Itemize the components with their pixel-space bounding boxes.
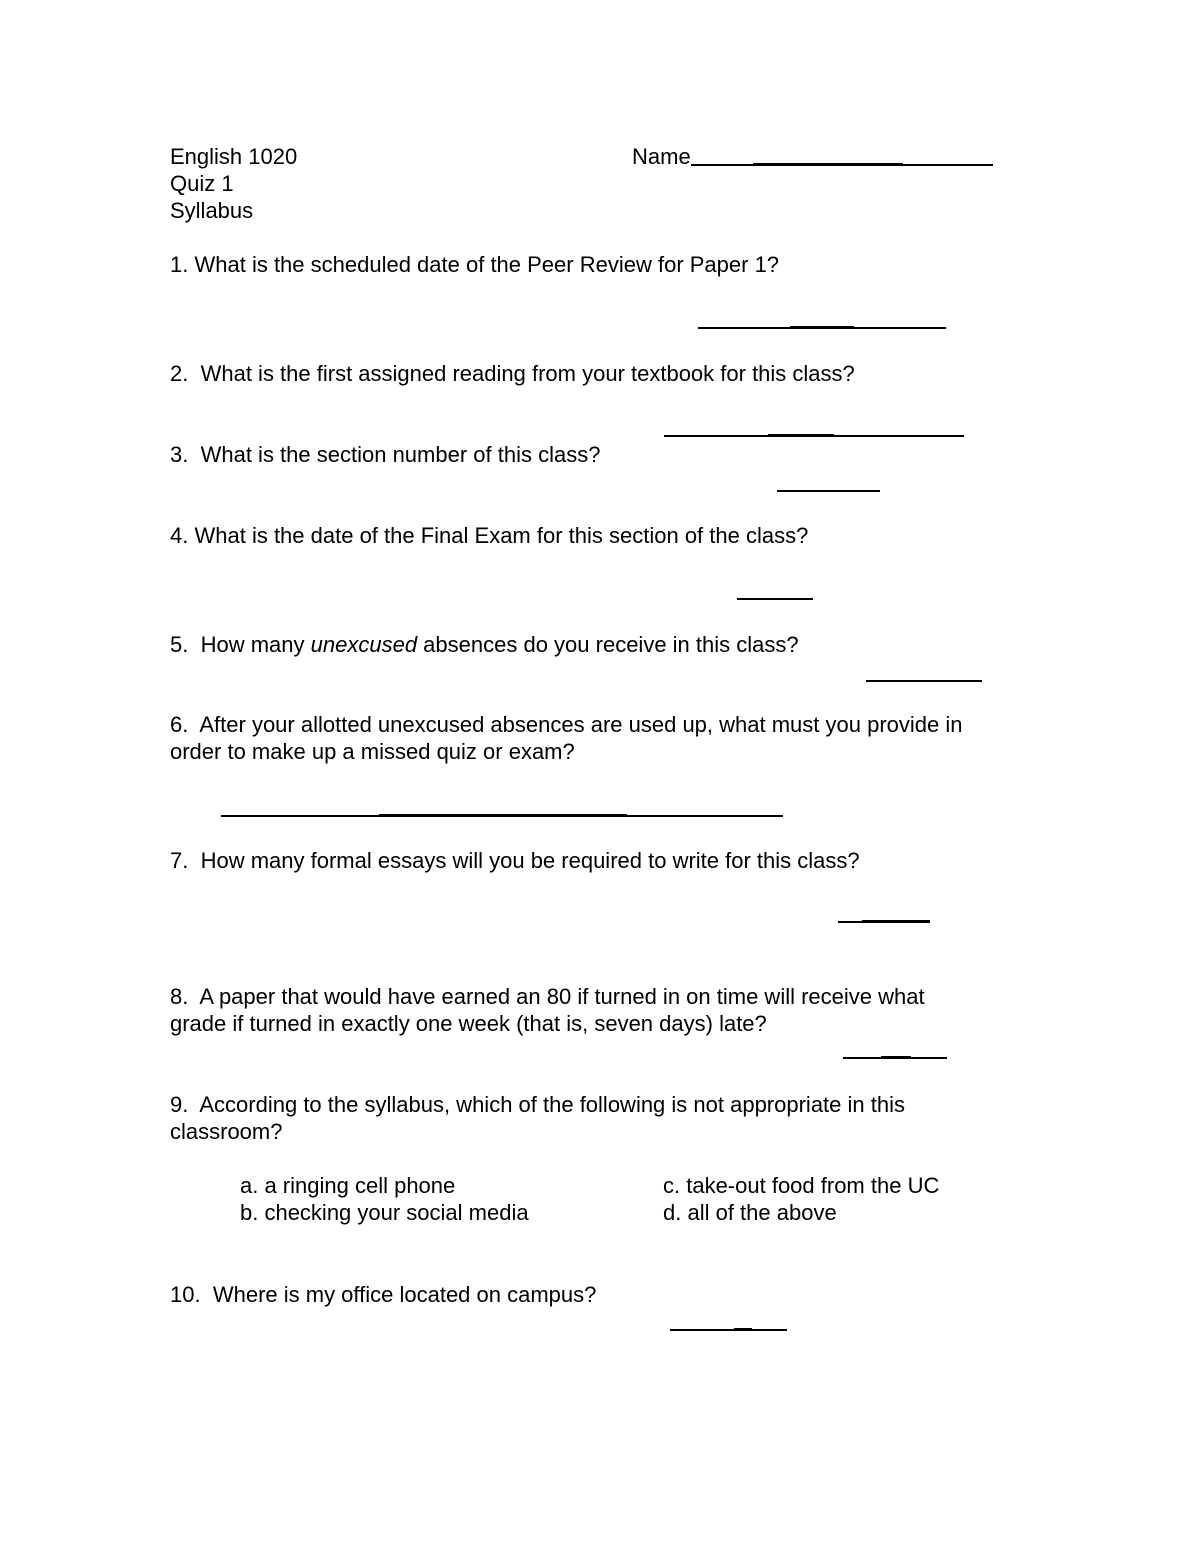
answer-blank-8[interactable] bbox=[843, 1057, 947, 1059]
question-7 bbox=[170, 847, 860, 874]
question-8-line-1 bbox=[170, 983, 925, 1010]
question-9-line-2: classroom? bbox=[170, 1119, 283, 1144]
question-number: 8. bbox=[170, 984, 189, 1009]
question-text: What is the scheduled date of the Peer Review for Paper 1? bbox=[194, 252, 780, 277]
name-label: Name bbox=[632, 144, 691, 169]
answer-blank-6[interactable] bbox=[221, 815, 783, 817]
question-number: 3. bbox=[170, 442, 189, 467]
question-text: How many formal essays will you be required to write for this class? bbox=[200, 848, 860, 873]
answer-blank-10[interactable] bbox=[670, 1329, 787, 1331]
question-number: 1. bbox=[170, 252, 189, 277]
question-text: After your allotted unexcused absences are used up, what must you provide in bbox=[199, 712, 963, 737]
quiz-topic: Syllabus bbox=[170, 198, 254, 223]
question-text: What is the date of the Final Exam for this section of the class? bbox=[194, 523, 809, 548]
name-blank[interactable] bbox=[691, 164, 993, 166]
question-text: Where is my office located on campus? bbox=[212, 1282, 597, 1307]
question-text: What is the first assigned reading from your textbook for this class? bbox=[200, 361, 855, 386]
option-c: c. take-out food from the UC bbox=[663, 1173, 940, 1198]
question-text: What is the section number of this class? bbox=[200, 442, 601, 467]
question-text: A paper that would have earned an 80 if turned in on time will receive what bbox=[199, 984, 925, 1009]
question-text: According to the syllabus, which of the following is not appropriate in this bbox=[199, 1092, 905, 1117]
option-b: b. checking your social media bbox=[240, 1200, 529, 1225]
option-d: d. all of the above bbox=[663, 1200, 837, 1225]
question-number: 10. bbox=[170, 1282, 201, 1307]
answer-blank-5[interactable] bbox=[866, 680, 982, 682]
question-number: 5. bbox=[170, 632, 189, 657]
question-1 bbox=[170, 251, 779, 278]
question-number: 9. bbox=[170, 1092, 189, 1117]
answer-blank-7[interactable] bbox=[838, 921, 930, 923]
question-6-line-2: order to make up a missed quiz or exam? bbox=[170, 739, 575, 764]
answer-blank-3[interactable] bbox=[777, 490, 880, 492]
quiz-title: Quiz 1 bbox=[170, 171, 234, 196]
question-2 bbox=[170, 360, 855, 387]
question-4 bbox=[170, 522, 808, 549]
question-5 bbox=[170, 631, 799, 658]
question-number: 2. bbox=[170, 361, 189, 386]
question-text-after: absences do you receive in this class? bbox=[417, 632, 799, 657]
question-number: 4. bbox=[170, 523, 189, 548]
question-text-before: How many bbox=[200, 632, 311, 657]
course-title: English 1020 bbox=[170, 144, 298, 169]
answer-blank-1[interactable] bbox=[698, 327, 946, 329]
answer-blank-2[interactable] bbox=[664, 435, 964, 437]
question-6-line-1 bbox=[170, 711, 963, 738]
question-number: 7. bbox=[170, 848, 189, 873]
question-10 bbox=[170, 1281, 596, 1308]
question-text-emphasis: unexcused bbox=[310, 632, 418, 657]
name-field[interactable] bbox=[632, 143, 993, 170]
answer-blank-4[interactable] bbox=[737, 598, 813, 600]
question-3 bbox=[170, 441, 600, 468]
question-8-line-2: grade if turned in exactly one week (that is, seven days) late? bbox=[170, 1011, 767, 1036]
question-9-line-1 bbox=[170, 1091, 905, 1118]
question-number: 6. bbox=[170, 712, 189, 737]
option-a: a. a ringing cell phone bbox=[240, 1173, 456, 1198]
